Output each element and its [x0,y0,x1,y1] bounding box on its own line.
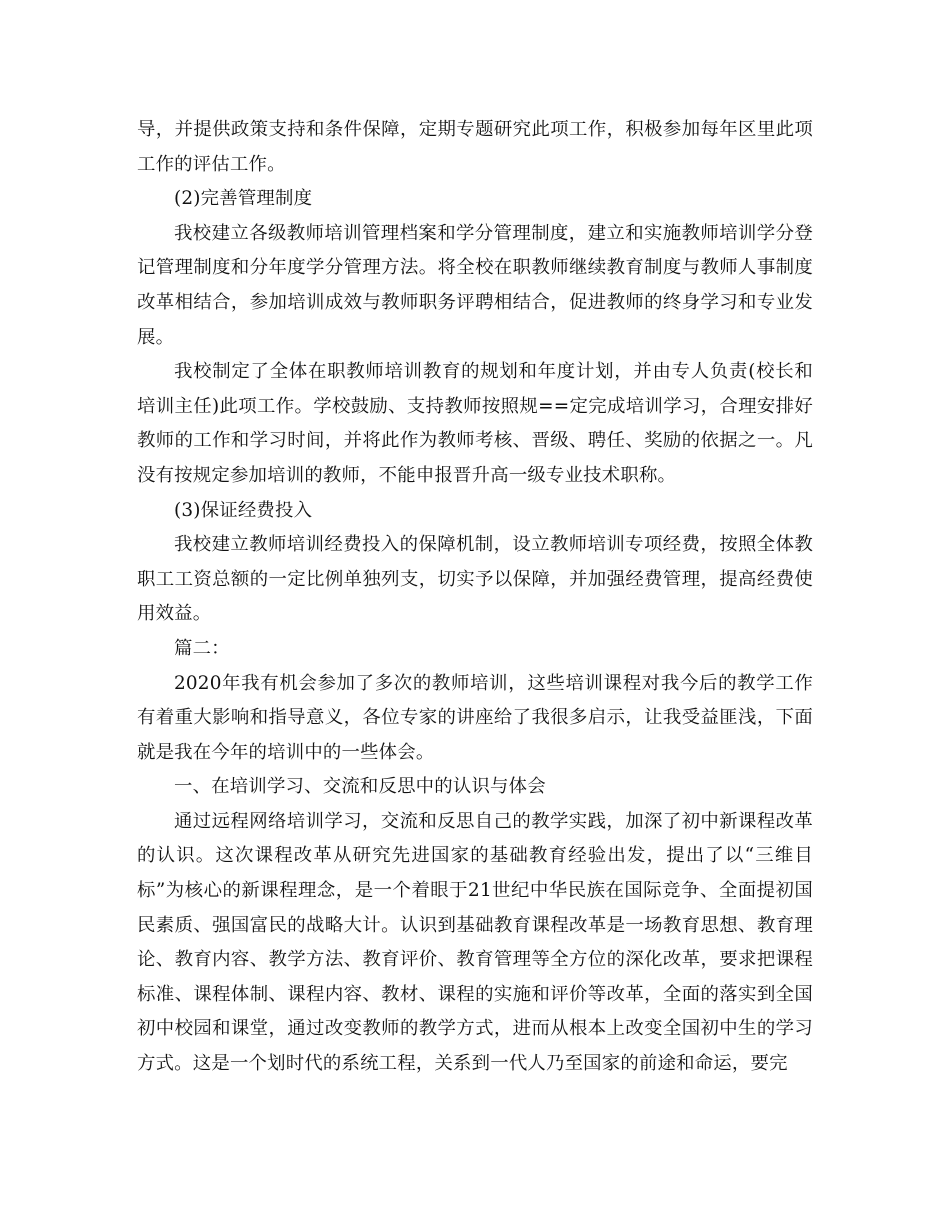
paragraph-curriculum-reform: 通过远程网络培训学习，交流和反思自己的教学实践，加深了初中新课程改革的认识。这次课程改革从研究先进国家的基础教育经验出发，提出了以“三维目标”为核心的新课程理念，是一个着眼于21世纪中华民族在国际竞争、全面提初国民素质、强国富民的战略大计。认识到基础教育课程改革是一场教育思想、教育理论、教育内容、教学方法、教育评价、教育管理等全方位的深化改革，要求把课程标准、课程体制、课程内容、教材、课程的实施和评价等改革，全面的落实到全国初中校园和课堂，通过改变教师的教学方式，进而从根本上改变全国初中生的学习方式。这是一个划时代的系统工程，关系到一代人乃至国家的前途和命运，要完 [137,810,813,1075]
document-body [137,113,813,1082]
paragraph-credit-system: 我校建立各级教师培训管理档案和学分管理制度，建立和实施教师培训学分登记管理制度和分年度学分管理方法。将全校在职教师继续教育制度与教师人事制度改革相结合，参加培训成效与教师职务评聘相结合，促进教师的终身学习和专业发展。 [137,222,813,348]
paragraph-intro-2020: 2020年我有机会参加了多次的教师培训，这些培训课程对我今后的教学工作有着重大影响和指导意义，各位专家的讲座给了我很多启示，让我受益匪浅，下面就是我在今年的培训中的一些体会。 [137,672,813,763]
paragraph-training-plan: 我校制定了全体在职教师培训教育的规划和年度计划，并由专人负责(校长和培训主任)此项工作。学校鼓励、支持教师按照规==定完成培训学习，合理安排好教师的工作和学习时间，并将此作为教师考核、晋级、聘任、奖励的依据之一。凡没有按规定参加培训的教师，不能申报晋升高一级专业技术职称。 [137,361,813,486]
section-heading-management-system: (2)完善管理制度 [174,188,313,210]
section-heading-reflection: 一、在培训学习、交流和反思中的认识与体会 [174,776,546,798]
section-heading-part-two: 篇二： [174,637,230,659]
paragraph-continuation: 导，并提供政策支持和条件保障，定期专题研究此项工作，积极参加每年区里此项工作的评估工作。 [137,119,813,175]
section-heading-funding: (3)保证经费投入 [174,499,313,521]
paragraph-funding: 我校建立教师培训经费投入的保障机制，设立教师培训专项经费，按照全体教职工工资总额的一定比例单独列支，切实予以保障，并加强经费管理，提高经费使用效益。 [137,534,813,625]
